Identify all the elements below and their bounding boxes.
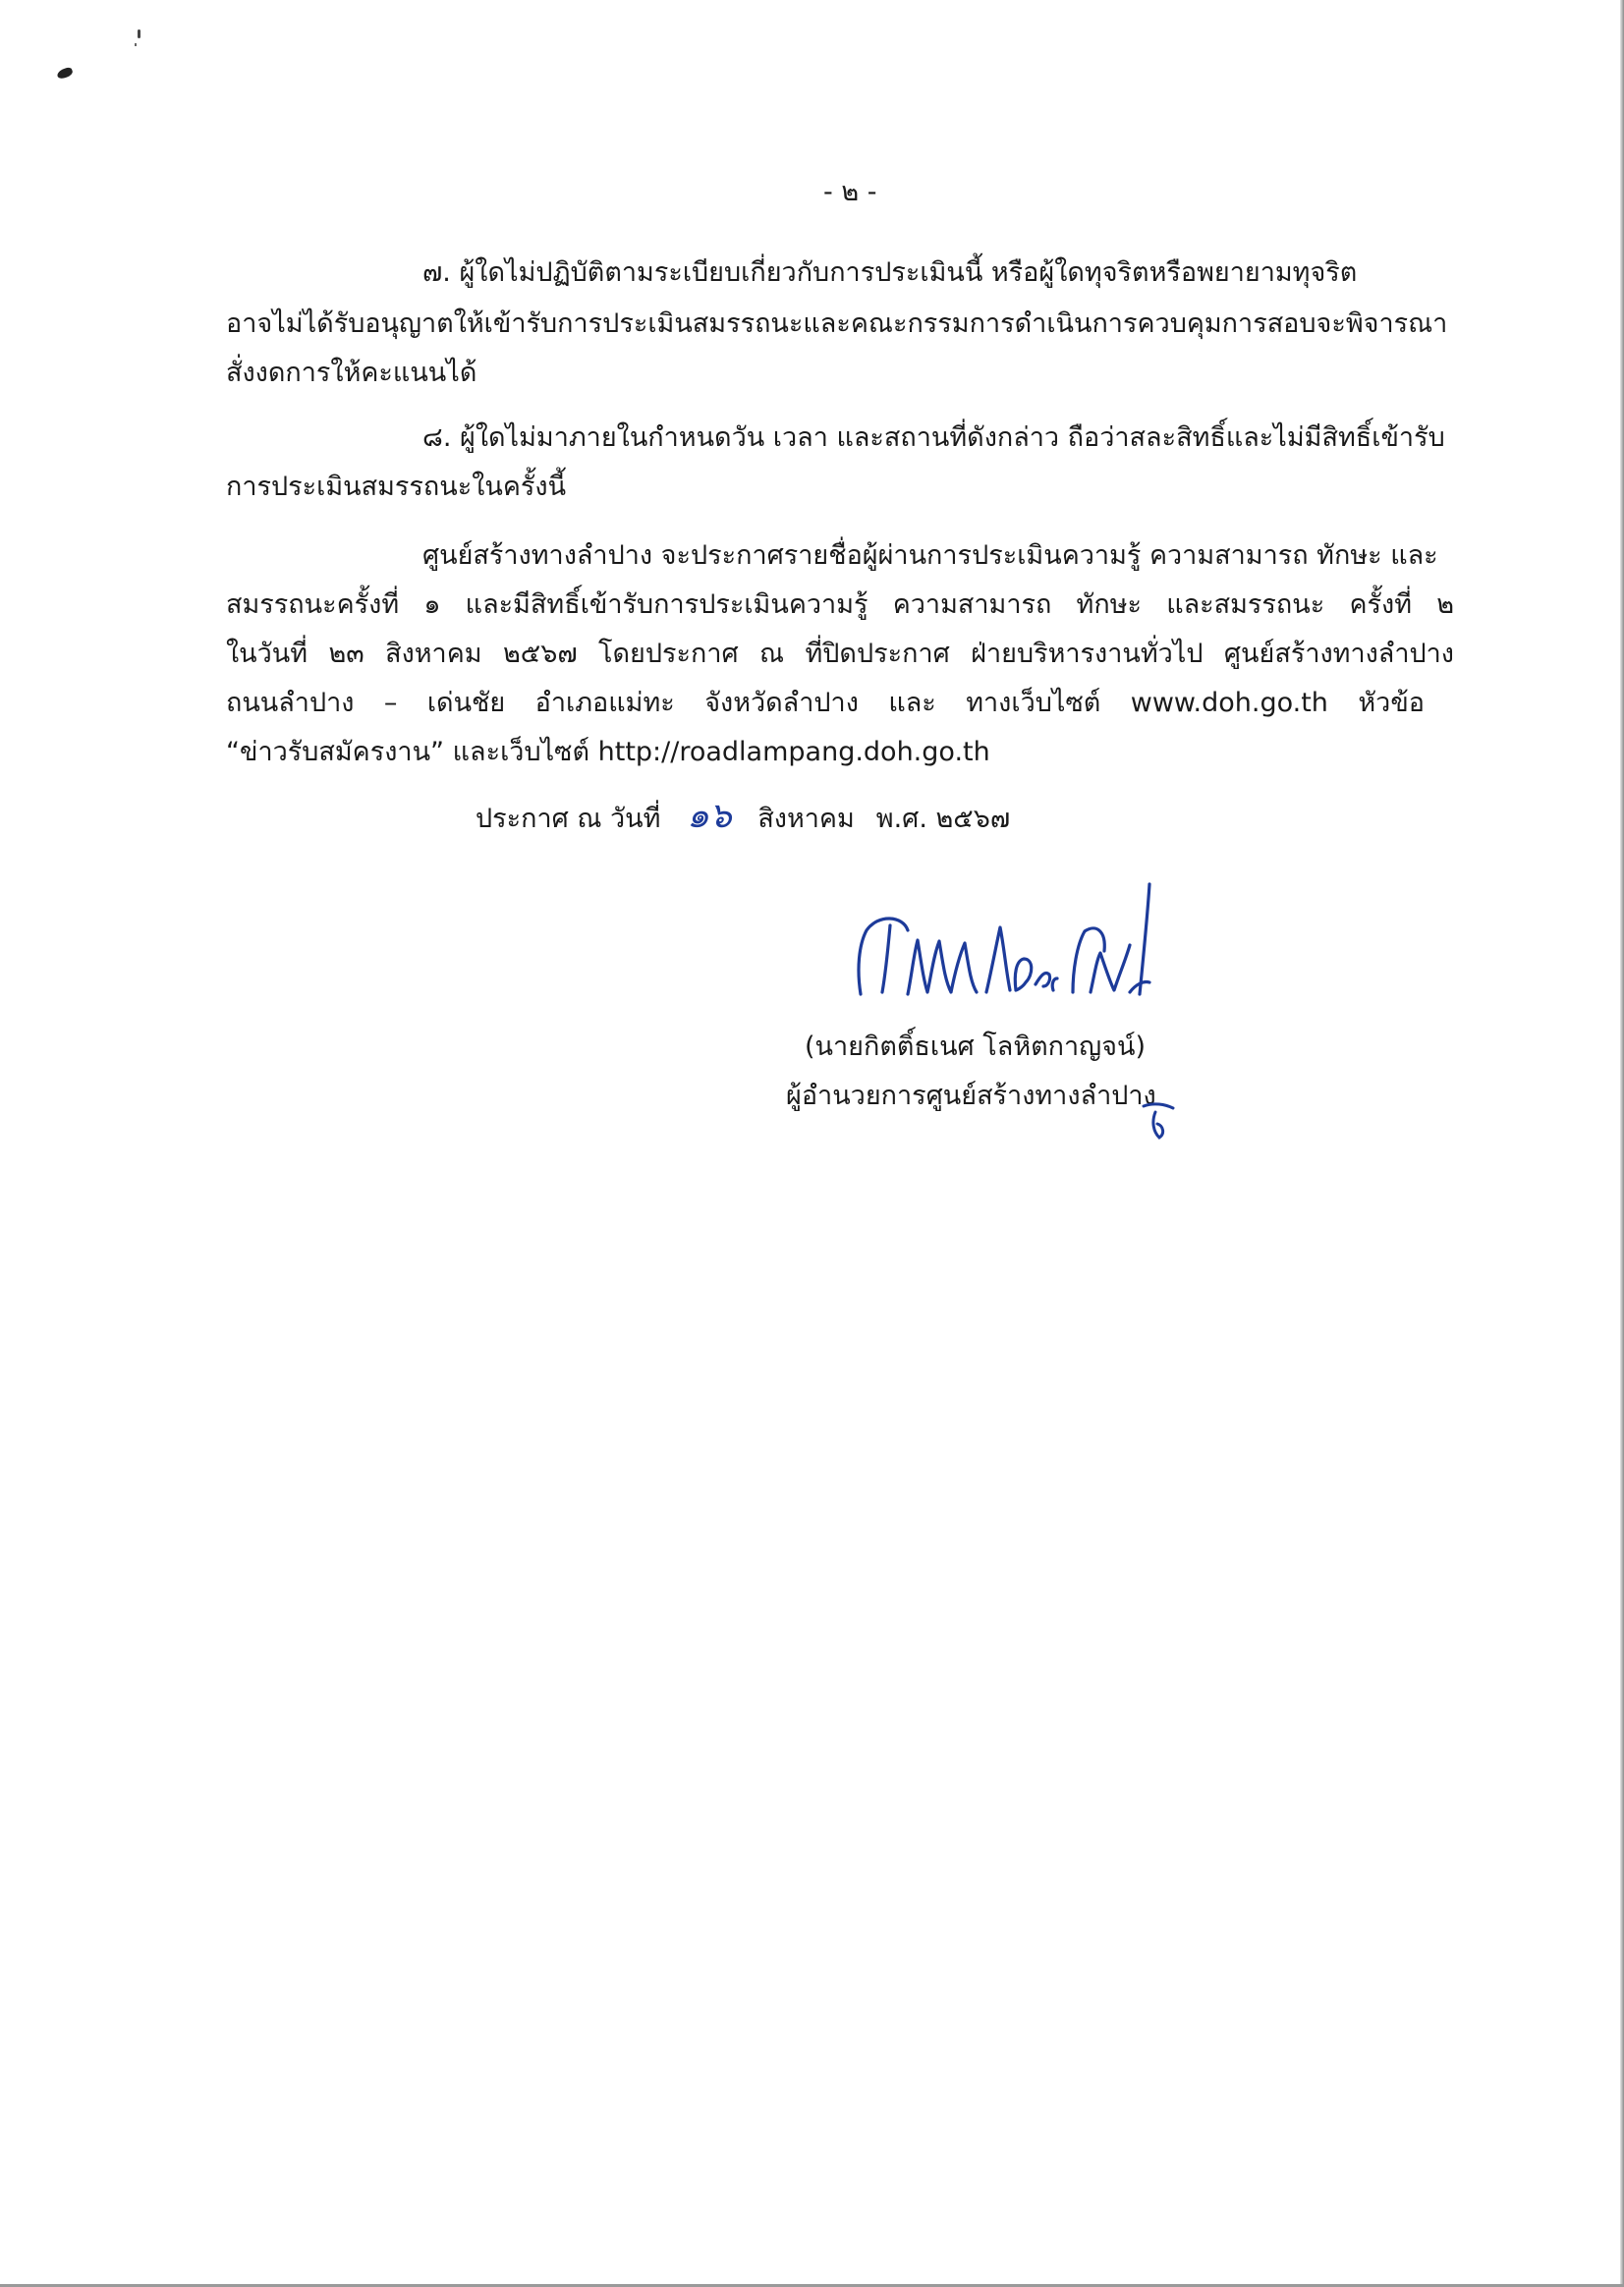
- announcement-line-3: ในวันที่ ๒๓ สิงหาคม ๒๕๖๗ โดยประกาศ ณ ที่ปิดประกาศ ฝ่ายบริหารงานทั่วไป ศูนย์สร้างทางลำปาง: [226, 639, 1454, 669]
- clause-7-line-3: สั่งงดการให้คะแนนได้: [226, 358, 477, 388]
- scan-speck: [135, 43, 137, 46]
- announcement-line-5: “ข่าวรับสมัครงาน” และเว็บไซต์ http://roadlampang.doh.go.th: [226, 737, 990, 767]
- announcement-line-2: สมรรถนะครั้งที่ ๑ และมีสิทธิ์เข้ารับการประเมินความรู้ ความสามารถ ทักษะ และสมรรถนะ ครั้งที่ ๒: [226, 589, 1454, 620]
- clause-7-line-1: ๗. ผู้ใดไม่ปฏิบัติตามระเบียบเกี่ยวกับการประเมินนี้ หรือผู้ใดทุจริตหรือพยายามทุจริต: [422, 257, 1358, 288]
- date-prefix: ประกาศ ณ วันที่: [476, 804, 661, 834]
- date-day-handwritten: ๑๖: [687, 796, 732, 836]
- signatory-name: (นายกิตติ์ธเนศ โลหิตกาญจน์): [805, 1032, 1146, 1062]
- scan-edge-right: [1620, 0, 1624, 2287]
- date-month: สิงหาคม: [757, 804, 855, 834]
- announcement-date: [476, 796, 1011, 836]
- announcement-line-1: ศูนย์สร้างทางลำปาง จะประกาศรายชื่อผู้ผ่านการประเมินความรู้ ความสามารถ ทักษะ และ: [422, 540, 1438, 571]
- scan-speck: [138, 29, 140, 38]
- clause-7-line-2: อาจไม่ได้รับอนุญาตให้เข้ารับการประเมินสมรรถนะและคณะกรรมการดำเนินการควบคุมการสอบจะพิจารณา: [226, 308, 1448, 339]
- clause-8-line-1: ๘. ผู้ใดไม่มาภายในกำหนดวัน เวลา และสถานที่ดังกล่าว ถือว่าสละสิทธิ์และไม่มีสิทธิ์เข้ารับ: [422, 422, 1445, 453]
- announcement-line-4: ถนนลำปาง – เด่นชัย อำเภอแม่ทะ จังหวัดลำปาง และ ทางเว็บไซต์ www.doh.go.th หัวข้อ: [226, 688, 1425, 718]
- clause-8-line-2: การประเมินสมรรถนะในครั้งนี้: [226, 472, 567, 502]
- signatory-title: ผู้อำนวยการศูนย์สร้างทางลำปาง: [786, 1081, 1156, 1111]
- page-number: - ๒ -: [823, 177, 877, 207]
- date-year: พ.ศ. ๒๕๖๗: [875, 804, 1011, 834]
- signature-mark: [849, 876, 1163, 1024]
- handwritten-initial-mark: [1140, 1098, 1179, 1147]
- scan-speck: [56, 67, 74, 81]
